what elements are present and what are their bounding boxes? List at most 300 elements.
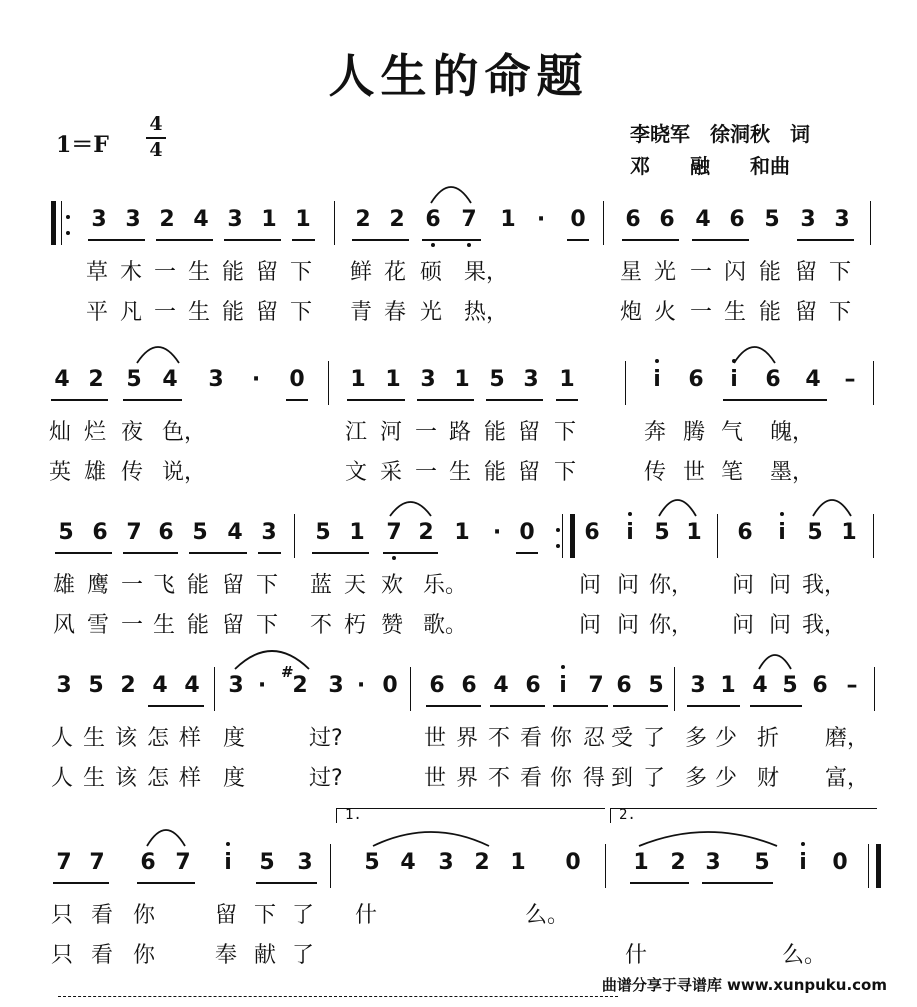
note: 1 — [295, 207, 311, 232]
note: i — [778, 520, 786, 545]
lyric-char: 下 — [829, 300, 852, 325]
lyric-char: 雪 — [87, 613, 110, 638]
note: 0 — [289, 367, 305, 392]
lyric-char: 富， — [825, 766, 870, 791]
lyric-char: 少 — [715, 726, 738, 751]
lyric-char: 度 — [223, 726, 246, 751]
barline — [562, 514, 563, 558]
lyric-char: 到 — [611, 766, 634, 791]
lyric-char: 雄 — [84, 460, 107, 485]
note: 3 — [91, 207, 107, 232]
lyric-char: 热， — [464, 300, 509, 325]
note: · — [492, 520, 502, 545]
note: 2 — [159, 207, 175, 232]
note: 5 — [126, 367, 142, 392]
beam-underline — [88, 239, 145, 241]
beam-underline — [123, 552, 178, 554]
beam-underline — [553, 705, 608, 707]
note: 1 — [385, 367, 401, 392]
note: 6 — [625, 207, 641, 232]
lyric-char: 问 — [579, 573, 602, 598]
lyric-char: 能 — [187, 613, 210, 638]
note: 5 — [88, 673, 104, 698]
note: 7 — [461, 207, 477, 232]
slur-arc — [136, 345, 180, 365]
note: 1 — [261, 207, 277, 232]
note: 6 — [525, 673, 541, 698]
note: 4 — [162, 367, 178, 392]
slur-arc — [658, 498, 697, 518]
note: 6 — [688, 367, 704, 392]
note: 5 — [489, 367, 505, 392]
note: 6 — [140, 850, 156, 875]
note: 4 — [695, 207, 711, 232]
note: 6 — [461, 673, 477, 698]
note: 4 — [493, 673, 509, 698]
repeat-end-barline — [570, 514, 575, 558]
volta-2-label: 2. — [619, 807, 636, 823]
lyric-char: 能 — [222, 300, 245, 325]
beam-underline — [613, 705, 668, 707]
lyric-char: 光 — [654, 260, 677, 285]
beam-underline — [723, 399, 827, 401]
lyric-char: 一 — [121, 613, 144, 638]
note: 2 — [474, 850, 490, 875]
lyric-char: 文 — [345, 460, 368, 485]
lyricists-credit: 李晓军 徐洞秋 词 — [630, 122, 810, 146]
lyric-char: 少 — [715, 766, 738, 791]
lyric-char: 怎 — [147, 726, 170, 751]
note: 0 — [570, 207, 586, 232]
note: – — [844, 367, 856, 392]
beam-underline — [347, 399, 405, 401]
lyric-char: 你 — [133, 943, 156, 968]
lyric-char: 财 — [757, 766, 780, 791]
footer-divider — [58, 996, 618, 997]
note: 1 — [633, 850, 649, 875]
volta-bracket-1 — [336, 808, 605, 823]
lyric-char: 了 — [292, 903, 315, 928]
note: 5 — [764, 207, 780, 232]
beam-underline — [422, 239, 481, 241]
lyric-char: 过? — [309, 766, 343, 791]
octave-dot — [392, 556, 396, 560]
beam-underline — [567, 239, 589, 241]
note: 2 — [355, 207, 371, 232]
lyric-char: 生 — [724, 300, 747, 325]
lyric-char: 能 — [187, 573, 210, 598]
lyric-char: 世 — [683, 460, 706, 485]
note: 6 — [616, 673, 632, 698]
lyric-char: 星 — [620, 260, 643, 285]
lyric-char: 风 — [53, 613, 76, 638]
lyric-char: 气 — [721, 420, 744, 445]
lyric-char: 凡 — [120, 300, 143, 325]
slur-arc — [430, 185, 472, 205]
lyric-char: 问 — [732, 613, 755, 638]
lyric-char: 怎 — [147, 766, 170, 791]
slur-arc — [758, 653, 792, 671]
final-barline — [876, 844, 881, 888]
lyric-char: 墨， — [770, 460, 815, 485]
note: 3 — [690, 673, 706, 698]
note: 1 — [349, 520, 365, 545]
note: 1 — [454, 520, 470, 545]
lyric-char: 多 — [685, 766, 708, 791]
lyric-char: 夜 — [121, 420, 144, 445]
time-signature-top: 4 — [149, 113, 163, 135]
note: i — [799, 850, 807, 875]
beam-underline — [417, 399, 474, 401]
note: 6 — [659, 207, 675, 232]
lyric-char: 留 — [518, 460, 541, 485]
note: 3 — [125, 207, 141, 232]
note: 1 — [510, 850, 526, 875]
beam-underline — [516, 552, 538, 554]
lyric-char: 闪 — [724, 260, 747, 285]
note: 4 — [752, 673, 768, 698]
note: 0 — [832, 850, 848, 875]
barline — [334, 201, 335, 245]
lyric-char: 一 — [154, 260, 177, 285]
lyric-char: 一 — [121, 573, 144, 598]
beam-underline — [622, 239, 679, 241]
lyric-char: 下 — [554, 460, 577, 485]
beam-underline — [426, 705, 481, 707]
lyric-char: 生 — [188, 260, 211, 285]
lyric-char: 鹰 — [87, 573, 110, 598]
octave-dot — [801, 842, 805, 846]
lyric-char: 江 — [345, 420, 368, 445]
note: 4 — [152, 673, 168, 698]
lyric-char: 生 — [153, 613, 176, 638]
lyric-char: 平 — [86, 300, 109, 325]
note: 6 — [737, 520, 753, 545]
song-title: 人生的命题 — [328, 49, 589, 103]
lyric-char: 生 — [83, 726, 106, 751]
lyric-char: 界 — [456, 766, 479, 791]
note: 1 — [841, 520, 857, 545]
lyric-char: 乐。 — [423, 573, 468, 598]
octave-dot — [467, 243, 471, 247]
lyric-char: 下 — [554, 420, 577, 445]
lyric-char: 人 — [51, 766, 74, 791]
lyric-char: 生 — [83, 766, 106, 791]
note: 6 — [729, 207, 745, 232]
lyric-char: 下 — [290, 260, 313, 285]
note: i — [653, 367, 661, 392]
slur-arc — [234, 649, 310, 671]
lyric-char: 一 — [154, 300, 177, 325]
lyric-char: 春 — [384, 300, 407, 325]
lyric-char: 雄 — [53, 573, 76, 598]
lyric-char: 下 — [829, 260, 852, 285]
lyric-char: 看 — [520, 766, 543, 791]
note: 3 — [420, 367, 436, 392]
note: · — [536, 207, 546, 232]
note: 5 — [58, 520, 74, 545]
barline — [874, 667, 875, 711]
lyric-char: 样 — [179, 766, 202, 791]
beam-underline — [156, 239, 213, 241]
octave-dot — [780, 512, 784, 516]
lyric-char: 色， — [162, 420, 207, 445]
lyric-char: 该 — [115, 766, 138, 791]
lyric-char: 你 — [133, 903, 156, 928]
note: 4 — [805, 367, 821, 392]
lyric-char: 河 — [380, 420, 403, 445]
barline — [873, 361, 874, 405]
note: 5 — [807, 520, 823, 545]
lyric-char: 一 — [690, 300, 713, 325]
note: 7 — [56, 850, 72, 875]
note: 3 — [438, 850, 454, 875]
lyric-char: 世 — [424, 726, 447, 751]
lyric-char: 问 — [769, 613, 792, 638]
lyric-char: 传 — [644, 460, 667, 485]
octave-dot — [431, 243, 435, 247]
lyric-char: 我， — [802, 613, 847, 638]
lyric-char: 果， — [464, 260, 509, 285]
note: 1 — [559, 367, 575, 392]
lyric-char: 说， — [162, 460, 207, 485]
lyric-char: 不 — [488, 726, 511, 751]
lyric-char: 看 — [91, 903, 114, 928]
note: i — [224, 850, 232, 875]
composer-credit: 邓 融 和曲 — [630, 154, 790, 178]
sharp-accidental: # — [281, 663, 294, 681]
lyric-char: 只 — [51, 903, 74, 928]
note: 3 — [261, 520, 277, 545]
lyric-char: 鲜 — [350, 260, 373, 285]
barline — [214, 667, 215, 711]
lyric-char: 魄， — [770, 420, 815, 445]
lyric-char: 你， — [649, 573, 694, 598]
lyric-char: 留 — [222, 613, 245, 638]
lyric-char: 不 — [310, 613, 333, 638]
note: 3 — [228, 673, 244, 698]
slur-arc — [638, 830, 778, 848]
beam-underline — [53, 882, 109, 884]
lyric-char: 问 — [579, 613, 602, 638]
lyric-char: 不 — [488, 766, 511, 791]
octave-dot — [226, 842, 230, 846]
lyric-char: 留 — [256, 260, 279, 285]
barline — [61, 201, 62, 245]
lyric-char: 界 — [456, 726, 479, 751]
barline — [603, 201, 604, 245]
slur-arc — [146, 828, 186, 848]
octave-dot — [655, 359, 659, 363]
lyric-char: 么。 — [525, 903, 570, 928]
note: 1 — [720, 673, 736, 698]
lyric-char: 人 — [51, 726, 74, 751]
note: 6 — [584, 520, 600, 545]
barline — [294, 514, 295, 558]
note: 7 — [175, 850, 191, 875]
note: 0 — [565, 850, 581, 875]
note: 3 — [208, 367, 224, 392]
lyric-char: 忍 — [583, 726, 606, 751]
note: 7 — [89, 850, 105, 875]
lyric-char: 问 — [617, 573, 640, 598]
beam-underline — [702, 882, 773, 884]
note: 3 — [328, 673, 344, 698]
lyric-char: 能 — [484, 420, 507, 445]
barline — [328, 361, 329, 405]
beam-underline — [383, 552, 438, 554]
lyric-char: 一 — [415, 420, 438, 445]
lyric-char: 样 — [179, 726, 202, 751]
lyric-char: 路 — [449, 420, 472, 445]
note: 6 — [812, 673, 828, 698]
note: 3 — [56, 673, 72, 698]
note: 3 — [800, 207, 816, 232]
lyric-char: 能 — [759, 300, 782, 325]
note: 1 — [500, 207, 516, 232]
lyric-char: 么。 — [782, 943, 827, 968]
slur-arc — [389, 500, 432, 518]
slur-arc — [812, 498, 852, 518]
beam-underline — [490, 705, 545, 707]
note: 5 — [648, 673, 664, 698]
barline — [625, 361, 626, 405]
note: 5 — [364, 850, 380, 875]
lyric-char: 看 — [91, 943, 114, 968]
note: 0 — [519, 520, 535, 545]
beam-underline — [286, 399, 308, 401]
note: · — [251, 367, 261, 392]
lyric-char: 花 — [384, 260, 407, 285]
note: 1 — [454, 367, 470, 392]
lyric-char: 一 — [690, 260, 713, 285]
note: 5 — [654, 520, 670, 545]
beam-underline — [692, 239, 749, 241]
note: 0 — [382, 673, 398, 698]
note: – — [846, 673, 858, 698]
slur-arc — [733, 345, 776, 365]
beam-underline — [486, 399, 543, 401]
note: 2 — [292, 673, 308, 698]
beam-underline — [312, 552, 369, 554]
lyric-char: 下 — [256, 613, 279, 638]
lyric-char: 蓝 — [310, 573, 333, 598]
beam-underline — [224, 239, 281, 241]
note: 3 — [705, 850, 721, 875]
lyric-char: 过? — [309, 726, 343, 751]
note: 1 — [350, 367, 366, 392]
beam-underline — [256, 882, 317, 884]
beam-underline — [55, 552, 112, 554]
lyric-char: 留 — [518, 420, 541, 445]
note: i — [559, 673, 567, 698]
note: 5 — [315, 520, 331, 545]
beam-underline — [292, 239, 315, 241]
repeat-dot — [66, 231, 70, 235]
lyric-char: 下 — [254, 903, 277, 928]
note: 5 — [754, 850, 770, 875]
lyric-char: 了 — [643, 726, 666, 751]
lyric-char: 天 — [344, 573, 367, 598]
note: 4 — [227, 520, 243, 545]
beam-underline — [123, 399, 182, 401]
note: · — [356, 673, 366, 698]
lyric-char: 留 — [222, 573, 245, 598]
lyric-char: 奔 — [644, 420, 667, 445]
note: i — [626, 520, 634, 545]
barline — [870, 201, 871, 245]
beam-underline — [148, 705, 204, 707]
beam-underline — [258, 552, 281, 554]
lyric-char: 下 — [256, 573, 279, 598]
note: 6 — [765, 367, 781, 392]
lyric-char: 赞 — [381, 613, 404, 638]
lyric-char: 青 — [350, 300, 373, 325]
lyric-char: 什 — [625, 943, 648, 968]
note: 3 — [523, 367, 539, 392]
lyric-char: 折 — [757, 726, 780, 751]
repeat-dot — [556, 528, 560, 532]
note: 6 — [425, 207, 441, 232]
lyric-char: 问 — [617, 613, 640, 638]
lyric-char: 硕 — [420, 260, 443, 285]
lyric-char: 欢 — [381, 573, 404, 598]
note: 5 — [259, 850, 275, 875]
note: 1 — [686, 520, 702, 545]
lyric-char: 留 — [795, 260, 818, 285]
lyric-char: 献 — [254, 943, 277, 968]
lyric-char: 传 — [121, 460, 144, 485]
note: 3 — [227, 207, 243, 232]
lyric-char: 烂 — [84, 420, 107, 445]
lyric-char: 什 — [355, 903, 378, 928]
barline — [674, 667, 675, 711]
note: 2 — [670, 850, 686, 875]
lyric-char: 生 — [449, 460, 472, 485]
lyric-char: 磨， — [825, 726, 870, 751]
lyric-char: 问 — [732, 573, 755, 598]
lyric-char: 英 — [49, 460, 72, 485]
lyric-char: 能 — [222, 260, 245, 285]
note: 6 — [158, 520, 174, 545]
note: 5 — [192, 520, 208, 545]
lyric-char: 灿 — [49, 420, 72, 445]
beam-underline — [687, 705, 740, 707]
lyric-char: 生 — [188, 300, 211, 325]
barline — [330, 844, 331, 888]
note: 4 — [400, 850, 416, 875]
note: 7 — [386, 520, 402, 545]
lyric-char: 笔 — [721, 460, 744, 485]
time-signature — [146, 114, 166, 162]
lyric-char: 该 — [115, 726, 138, 751]
beam-underline — [51, 399, 108, 401]
lyric-char: 多 — [685, 726, 708, 751]
barline — [868, 844, 869, 888]
lyric-char: 火 — [654, 300, 677, 325]
repeat-dot — [556, 544, 560, 548]
repeat-dot — [66, 215, 70, 219]
footer-watermark: 曲谱分享于寻谱库 www.xunpuku.com — [601, 976, 887, 994]
octave-dot — [561, 665, 565, 669]
note: 4 — [184, 673, 200, 698]
lyric-char: 世 — [424, 766, 447, 791]
note: 3 — [834, 207, 850, 232]
beam-underline — [797, 239, 854, 241]
barline — [717, 514, 718, 558]
lyric-char: 奉 — [215, 943, 238, 968]
lyric-char: 采 — [380, 460, 403, 485]
